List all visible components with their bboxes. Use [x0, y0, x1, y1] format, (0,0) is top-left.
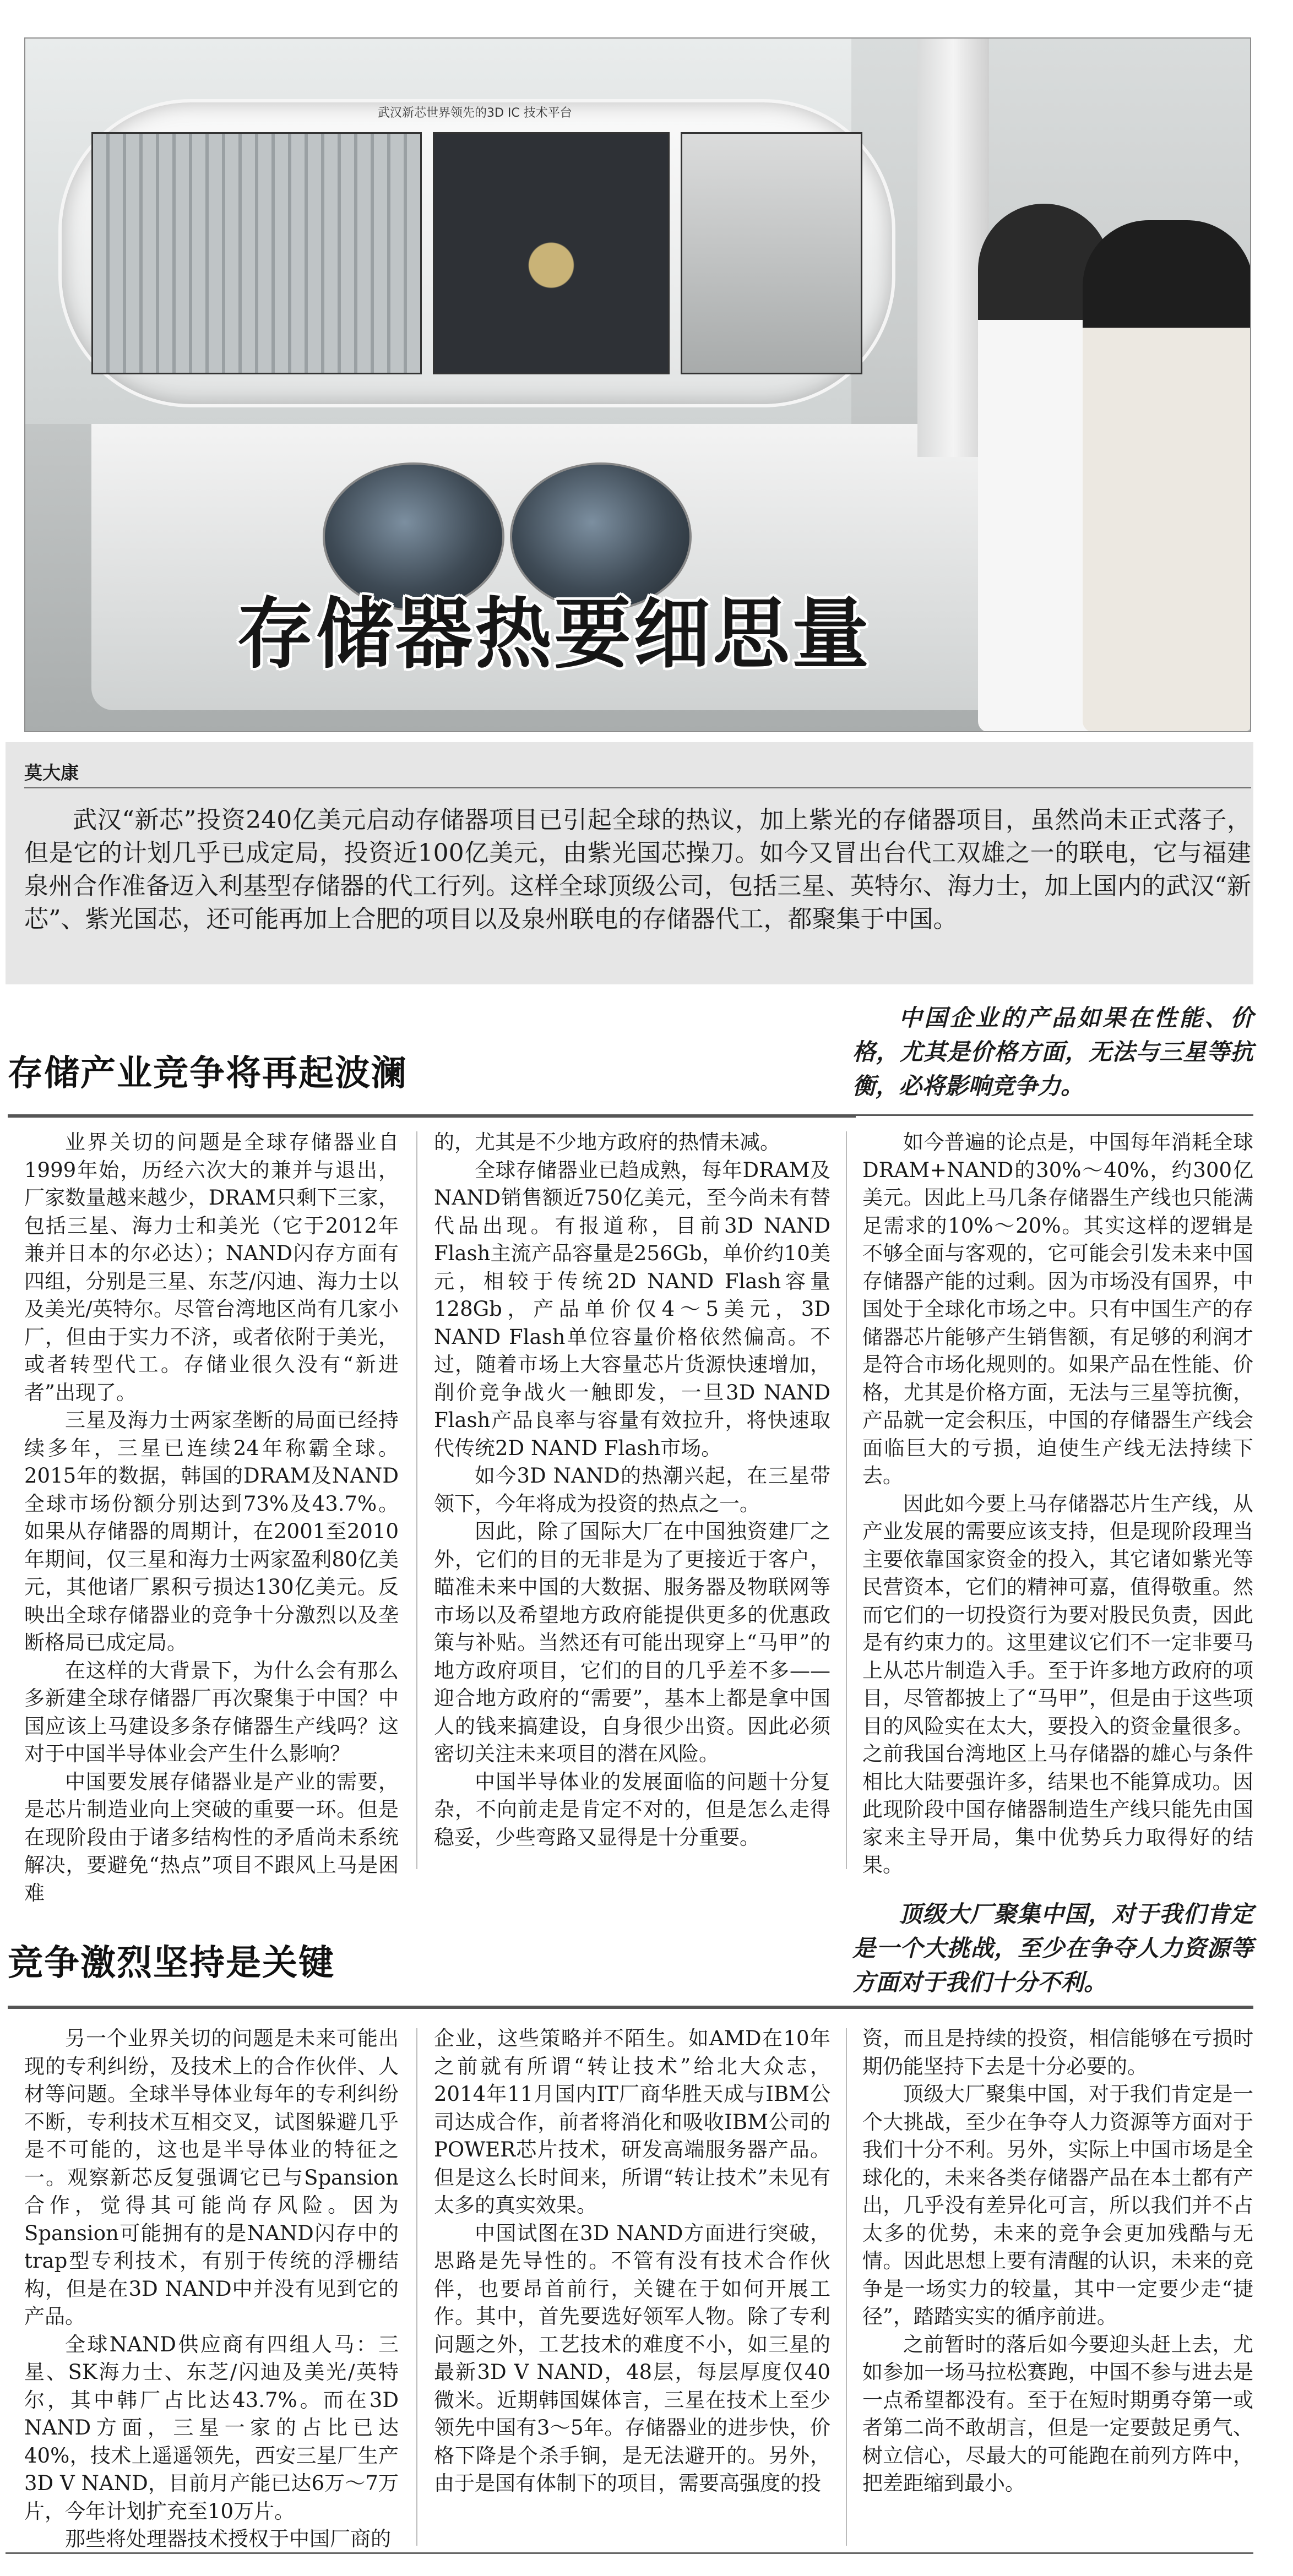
byline-rule — [24, 787, 1251, 788]
photo-sign-text: 武汉新芯世界领先的3D IC 技术平台 — [378, 106, 572, 120]
product-photo-panel — [681, 132, 862, 374]
column-separator — [846, 1131, 847, 1869]
section2-rule — [8, 2006, 1253, 2009]
paragraph: 那些将处理器技术授权于中国厂商的 — [65, 2527, 391, 2551]
paragraph: 如今3D NAND的热潮兴起，在三星带领下，今年将成为投资的热点之一。 — [434, 1464, 830, 1516]
person-right — [1083, 220, 1251, 732]
section2-column-3 — [862, 2025, 1253, 2498]
paragraph: 因此，除了国际大厂在中国独资建厂之外，它们的目的无非是为了更接近于客户，瞄准未来中国的大数据、服务器及物联网等市场以及希望地方政府能提供更多的优惠政策与补贴。当然还有可能出现穿上“马甲”的地方政府项目，它们的目的几乎差不多——迎合地方政府的“需要”，基本上都是拿中国人的钱来搞建设，自身很少出资。因此必须密切关注未来项目的潜在风险。 — [434, 1520, 830, 1766]
paragraph: 全球存储器业已趋成熟，每年DRAM及NAND销售额近750亿美元，至今尚未有替代品出现。有报道称，目前3D NAND Flash主流产品容量是256Gb，单价约10美元，相较于传统2D NAND Flash容量128Gb，产品单价仅4～5美元，3D NAND Flash单位容量价格依然偏高。不过，随着市场上大容量芯片货源快速增加，削价竞争战火一触即发，一旦3D NAND Flash产品良率与容量有效拉升，将快速取代传统2D NAND Flash市场。 — [434, 1158, 830, 1460]
section2-column-1 — [24, 2025, 399, 2553]
paragraph: 另一个业界关切的问题是未来可能出现的专利纠纷，及技术上的合作伙伴、人材等问题。全球半导体业每年的专利纠纷不断，专利技术互相交叉，试图躲避几乎是不可能的，这也是半导体业的特征之一。观察新芯反复强调它已与Spansion合作，觉得其可能尚存风险。因为Spansion可能拥有的是NAND闪存中的trap型专利技术，有别于传统的浮栅结构，但是在3D NAND中并没有见到它的产品。 — [24, 2027, 399, 2328]
paragraph: 业界关切的问题是全球存储器业自1999年始，历经六次大的兼并与退出，厂家数量越来越少，DRAM只剩下三家，包括三星、海力士和美光（它于2012年兼并日本的尔必达）；NAND闪存方面有四组，分别是三星、东芝/闪迪、海力士以及美光/英特尔。尽管台湾地区尚有几家小厂，但由于实力不济，或者依附于美光，或者转型代工。存储业很久没有“新进者”出现了。 — [24, 1130, 399, 1404]
column-separator — [416, 1131, 417, 1869]
paragraph: 三星及海力士两家垄断的局面已经持续多年，三星已连续24年称霸全球。2015年的数据，韩国的DRAM及NAND全球市场份额分别达到73%及43.7%。如果从存储器的周期计，在2001至2010年期间，仅三星和海力士两家盈利80亿美元，其他诸厂累积亏损达130亿美元。反映出全球存储器业的竞争十分激烈以及垄断格局已成定局。 — [24, 1408, 399, 1654]
byline: 莫大康 — [24, 762, 79, 783]
paragraph: 中国半导体业的发展面临的问题十分复杂，不向前走是肯定不对的，但是怎么走得稳妥，少些弯路又显得是十分重要。 — [434, 1769, 830, 1849]
paragraph: 之前暂时的落后如今要迎头赶上去，尤如参加一场马拉松赛跑，中国不参与进去是一点希望都没有。至于在短时期勇夺第一或者第二尚不敢胡言，但是一定要鼓足勇气、树立信心，尽最大的可能跑在前列方阵中，把差距缩到最小。 — [862, 2332, 1253, 2495]
paragraph: 的，尤其是不少地方政府的热情未减。 — [434, 1130, 780, 1154]
column-separator — [846, 2028, 847, 2546]
paragraph: 企业，这些策略并不陌生。如AMD在10年之前就有所谓“转让技术”给北大众志，2014年11月国内IT厂商华胜天成与IBM公司达成合作，前者将消化和吸收IBM公司的POWER芯片技术，研发高端服务器产品。但是这么长时间来，所谓“转让技术”未见有太多的真实效果。 — [434, 2027, 830, 2217]
fab-photo-panel — [91, 132, 422, 374]
section2-column-2 — [434, 2025, 830, 2498]
chip-photo-panel — [433, 132, 670, 374]
paragraph: 在这样的大背景下，为什么会有那么多新建全球存储器厂再次聚集于中国？中国应该上马建设多条存储器生产线吗？这对于中国半导体业会产生什么影响？ — [24, 1658, 399, 1766]
column-separator — [416, 2028, 417, 2546]
section1-title: 存储产业竞争将再起波澜 — [8, 1053, 408, 1094]
article-headline: 存储器热要细思量 — [237, 590, 872, 679]
bottom-rule — [6, 2552, 1253, 2554]
paragraph: 中国要发展存储器业是产业的需要，是芯片制造业向上突破的重要一环。但是在现阶段由于诸多结构性的矛盾尚未系统解决，要避免“热点”项目不跟风上马是困难 — [24, 1769, 399, 1905]
lead-paragraph: 武汉“新芯”投资240亿美元启动存储器项目已引起全球的热议，加上紫光的存储器项目，虽然尚未正式落子，但是它的计划几乎已成定局，投资近100亿美元，由紫光国芯操刀。如今又冒出台代工双雄之一的联电，它与福建泉州合作准备迈入利基型存储器的代工行列。这样全球顶级公司，包括三星、英特尔、海力士，加上国内的武汉“新芯”、紫光国芯，还可能再加上合肥的项目以及泉州联电的存储器代工，都聚集于中国。 — [24, 806, 1251, 933]
section1-rule — [8, 1114, 856, 1118]
section1-column-3 — [862, 1129, 1253, 1880]
section2-title: 竞争激烈坚持是关键 — [8, 1943, 335, 1984]
paragraph: 中国试图在3D NAND方面进行突破，思路是先导性的。不管有没有技术合作伙伴，也要昂首前行，关键在于如何开展工作。其中，首先要选好领军人物。除了专利问题之外，工艺技术的难度不小，如三星的最新3D V NAND，48层，每层厚度仅40微米。近期韩国媒体言，三星在技术上至少领先中国有3～5年。存储器业的进步快，价格下降是个杀手锏，是无法避开的。另外，由于是国有体制下的项目，需要高强度的投 — [434, 2221, 830, 2495]
section1-pull-quote: 中国企业的产品如果在性能、价格，尤其是价格方面，无法与三星等抗衡，必将影响竞争力。 — [852, 1004, 1253, 1099]
section2-pull-quote: 顶级大厂聚集中国，对于我们肯定是一个大挑战，至少在争夺人力资源等方面对于我们十分不利。 — [852, 1900, 1253, 1996]
paragraph: 如今普遍的论点是，中国每年消耗全球DRAM+NAND的30%～40%，约300亿美元。因此上马几条存储器生产线也只能满足需求的10%～20%。其实这样的逻辑是不够全面与客观的，它可能会引发未来中国存储器产能的过剩。因为市场没有国界，中国处于全球化市场之中。只有中国生产的存储器芯片能够产生销售额，有足够的利润才是符合市场化规则的。如果产品在性能、价格，尤其是价格方面，无法与三星等抗衡，产品就一定会积压，中国的存储器生产线会面临巨大的亏损，迫使生产线无法持续下去。 — [862, 1130, 1253, 1488]
paragraph: 因此如今要上马存储器芯片生产线，从产业发展的需要应该支持，但是现阶段理当主要依靠国家资金的投入，其它诸如紫光等民营资本，它们的精神可嘉，值得敬重。然而它们的一切投资行为要对股民负责，因此是有约束力的。这里建议它们不一定非要马上从芯片制造入手。至于许多地方政府的项目，尽管都披上了“马甲”，但是由于这些项目的风险实在太大，要投入的资金量很多。之前我国台湾地区上马存储器的雄心与条件相比大陆要强许多，结果也不能算成功。因此现阶段中国存储器制造生产线只能先由国家来主导开局，集中优势兵力取得好的结果。 — [862, 1491, 1253, 1877]
pull-quote-rule — [852, 1114, 1253, 1116]
section1-column-1 — [24, 1129, 399, 1907]
paragraph: 资，而且是持续的投资，相信能够在亏损时期仍能坚持下去是十分必要的。 — [862, 2027, 1253, 2078]
paragraph: 全球NAND供应商有四组人马：三星、SK海力士、东芝/闪迪及美光/英特尔，其中韩厂占比达43.7%。而在3D NAND方面，三星一家的占比已达40%，技术上遥遥领先，西安三星厂生产3D V NAND，目前月产能已达6万～7万片，今年计划扩充至10万片。 — [24, 2332, 399, 2523]
paragraph: 顶级大厂聚集中国，对于我们肯定是一个大挑战，至少在争夺人力资源等方面对于我们十分不利。另外，实际上中国市场是全球化的，未来各类存储器产品在本土都有产出，几乎没有差异化可言，所以我们并不占太多的优势，未来的竞争会更加残酷与无情。因此思想上要有清醒的认识，未来的竞争是一场实力的较量，其中一定要少走“捷径”，踏踏实实的循序前进。 — [862, 2082, 1253, 2328]
section1-column-2 — [434, 1129, 830, 1851]
